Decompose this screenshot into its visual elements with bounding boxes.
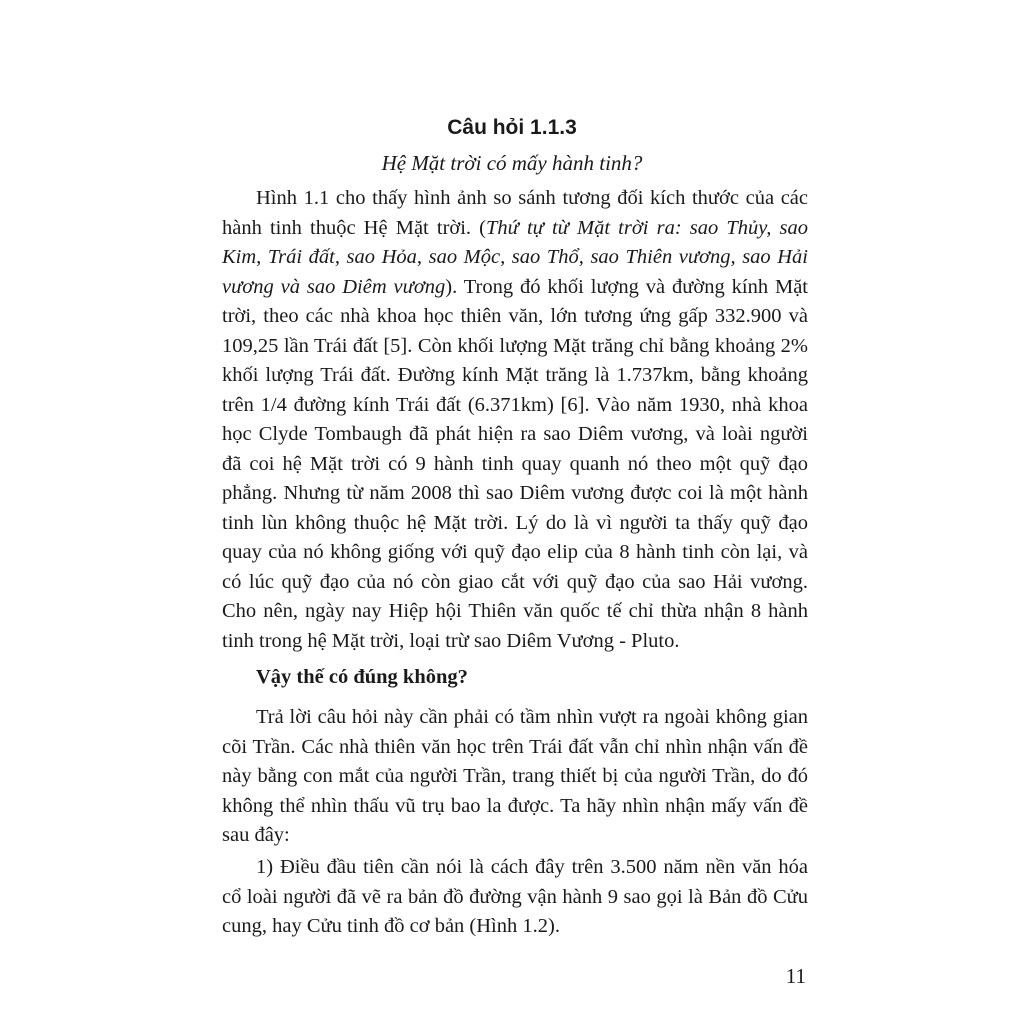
paragraph-planets — [222, 184, 808, 656]
question-heading: Câu hỏi 1.1.3 — [447, 116, 577, 139]
paragraph-planets-lead: Hình 1.1 cho thấy hình ảnh so sánh tương đối kích thước của các hành tinh thuộc Hệ Mặt trời. ( — [222, 187, 808, 239]
page-number: 11 — [785, 964, 806, 988]
paragraph-answer-intro: Trả lời câu hỏi này cần phải có tầm nhìn vượt ra ngoài không gian cõi Trần. Các nhà thiên văn học trên Trái đất vẫn chỉ nhìn nhận vấn đề này bằng con mắt của người Trần, trang thiết bị của người Trần, do đó không thể nhìn thấu vũ trụ bao la được. Ta hãy nhìn nhận mấy vấn đề sau đây: — [222, 706, 808, 846]
planet-order-italic: Thứ tự từ Mặt trời ra: sao Thủy, sao Kim, Trái đất, sao Hỏa, sao Mộc, sao Thổ, sao Thiên vương, sao Hải vương và sao Diêm vương — [222, 216, 808, 298]
paragraph-planets-rest: ). Trong đó khối lượng và đường kính Mặt trời, theo các nhà khoa học thiên văn, lớn tương ứng gấp 332.900 và 109,25 lần Trái đất [5]. Còn khối lượng Mặt trăng chỉ bằng khoảng 2% khối lượng Trái đất. Đường kính Mặt trăng là 1.737km, bằng khoảng trên 1/4 đường kính Trái đất (6.371km) [6]. Vào năm 1930, nhà khoa học Clyde Tombaugh đã phát hiện ra sao Diêm vương, và loài người đã coi hệ Mặt trời có 9 hành tinh quay quanh nó theo một quỹ đạo phẳng. Nhưng từ năm 2008 thì sao Diêm vương được coi là một hành tinh lùn không thuộc hệ Mặt trời. Lý do là vì người ta thấy quỹ đạo quay của nó không giống với quỹ đạo elip của 8 hành tinh còn lại, và có lúc quỹ đạo của nó còn giao cắt với quỹ đạo của sao Hải vương. Cho nên, ngày nay Hiệp hội Thiên văn quốc tế chỉ thừa nhận 8 hành tinh trong hệ Mặt trời, loại trừ sao Diêm Vương - Pluto. — [222, 275, 809, 652]
paragraph-point-one: 1) Điều đầu tiên cần nói là cách đây trên 3.500 năm nền văn hóa cổ loài người đã vẽ ra bản đồ đường vận hành 9 sao gọi là Bản đồ Cửu cung, hay Cửu tinh đồ cơ bản (Hình 1.2). — [222, 856, 808, 937]
paragraph-question: Vậy thế có đúng không? — [256, 666, 468, 688]
question-subheading: Hệ Mặt trời có mấy hành tinh? — [381, 151, 643, 175]
